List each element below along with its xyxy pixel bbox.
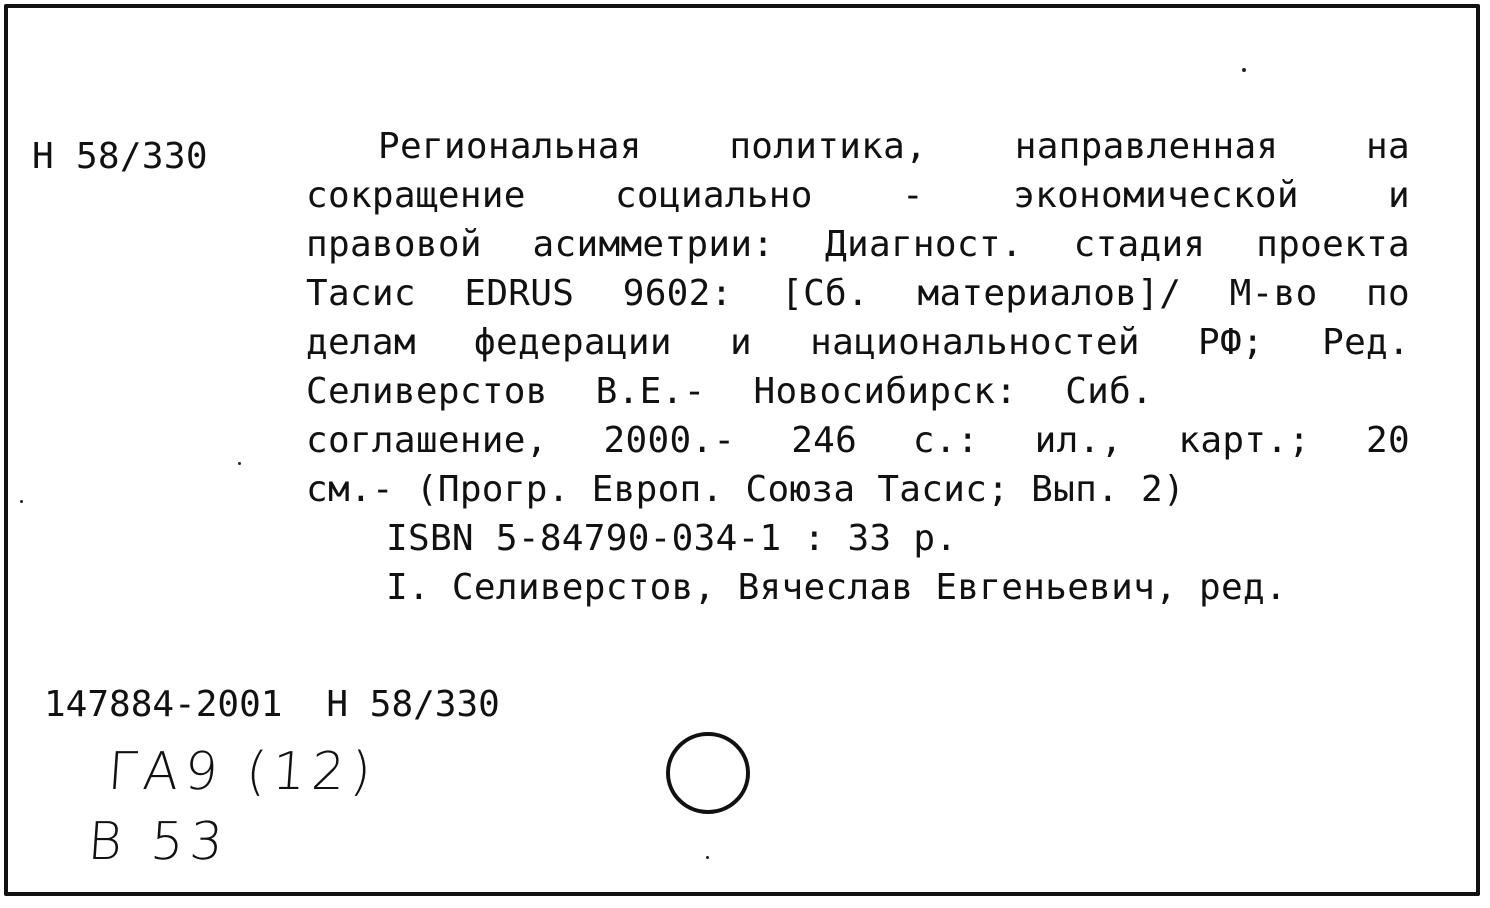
handwritten-author-code: В 53 — [85, 812, 231, 872]
inventory-line — [44, 680, 500, 729]
entry-line: делам федерации и национальностей РФ; Ред. — [306, 322, 1410, 363]
scan-speck — [706, 856, 709, 859]
bibliographic-entry — [306, 122, 1410, 612]
entry-line-title: Региональная политика, направленная на — [378, 126, 1410, 167]
shelf-mark-top: Н 58/330 — [32, 136, 208, 177]
scan-speck — [238, 462, 241, 465]
shelf-mark-bottom: Н 58/330 — [326, 684, 500, 725]
entry-line: соглашение, 2000.- 246 с.: ил., карт.; 20 — [306, 420, 1410, 461]
handwritten-classification-code: ГА9 (12) — [105, 742, 380, 802]
scan-speck — [20, 500, 23, 503]
added-entry-line: I. Селиверстов, Вячеслав Евгеньевич, ред. — [386, 567, 1287, 608]
entry-line: Селиверстов В.Е.- Новосибирск: Сиб. — [306, 371, 1154, 412]
scan-speck — [1242, 68, 1246, 72]
entry-line: правовой асимметрии: Диагност. стадия проекта — [306, 224, 1410, 265]
entry-line: см.- (Прогр. Европ. Союза Тасис; Вып. 2) — [306, 469, 1185, 510]
isbn-line: ISBN 5-84790-034-1 : 33 р. — [386, 518, 958, 559]
inventory-number: 147884-2001 — [44, 684, 283, 725]
punched-hole-icon — [664, 730, 752, 816]
entry-line: сокращение социально - экономической и — [306, 175, 1410, 216]
entry-line: Тасис EDRUS 9602: [Сб. материалов]/ М-во по — [306, 273, 1410, 314]
